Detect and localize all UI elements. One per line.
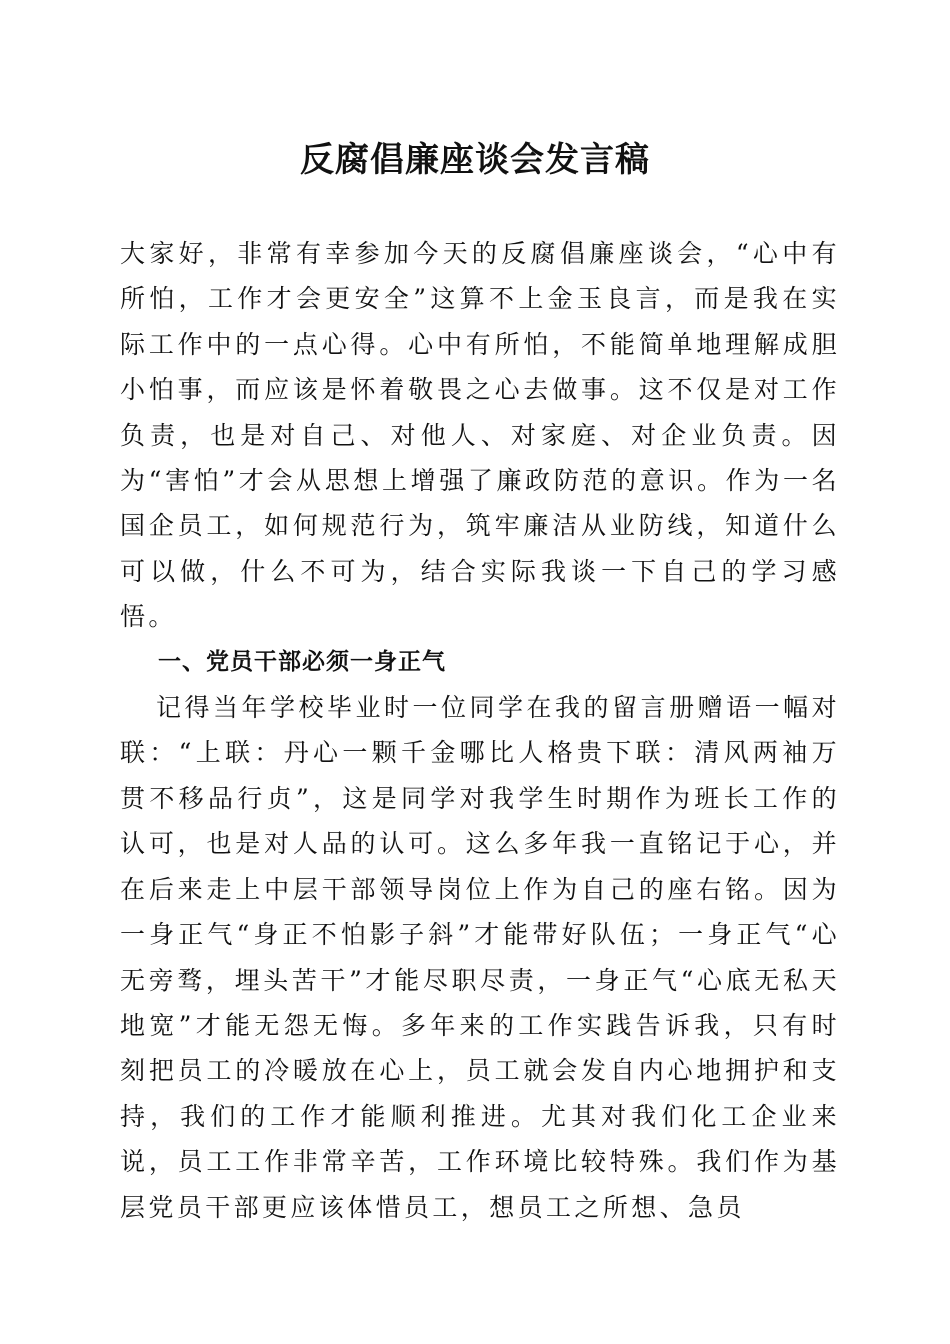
intro-paragraph: 大家好，非常有幸参加今天的反腐倡廉座谈会，“心中有所怕，工作才会更安全”这算不上金玉良言，而是我在实际工作中的一点心得。心中有所怕，不能简单地理解成胆小怕事，而应该是怀着敬畏之心去做事。这不仅是对工作负责，也是对自己、对他人、对家庭、对企业负责。因为“害怕”才会从思想上增强了廉政防范的意识。作为一名国企员工，如何规范行为，筑牢廉洁从业防线，知道什么可以做，什么不可为，结合实际我谈一下自己的学习感悟。 (120, 239, 840, 632)
document-body (120, 231, 840, 1230)
section-paragraph: 记得当年学校毕业时一位同学在我的留言册赠语一幅对联：“上联：丹心一颗千金哪比人格贵下联：清风两袖万贯不移品行贞”，这是同学对我学生时期作为班长工作的认可，也是对人品的认可。这么多年我一直铭记于心，并在后来走上中层干部领导岗位上作为自己的座右铭。因为一身正气“身正不怕影子斜”才能带好队伍；一身正气“心无旁骛，埋头苦干”才能尽职尽责，一身正气“心底无私天地宽”才能无怨无悔。多年来的工作实践告诉我，只有时刻把员工的冷暖放在心上，员工就会发自内心地拥护和支持，我们的工作才能顺利推进。尤其对我们化工企业来说，员工工作非常辛苦，工作环境比较特殊。我们作为基层党员干部更应该体惜员工，想员工之所想、急员 (120, 693, 840, 1222)
document-title: 反腐倡廉座谈会发言稿 (300, 140, 650, 180)
section-heading: 一、党员干部必须一身正气 (158, 648, 446, 675)
